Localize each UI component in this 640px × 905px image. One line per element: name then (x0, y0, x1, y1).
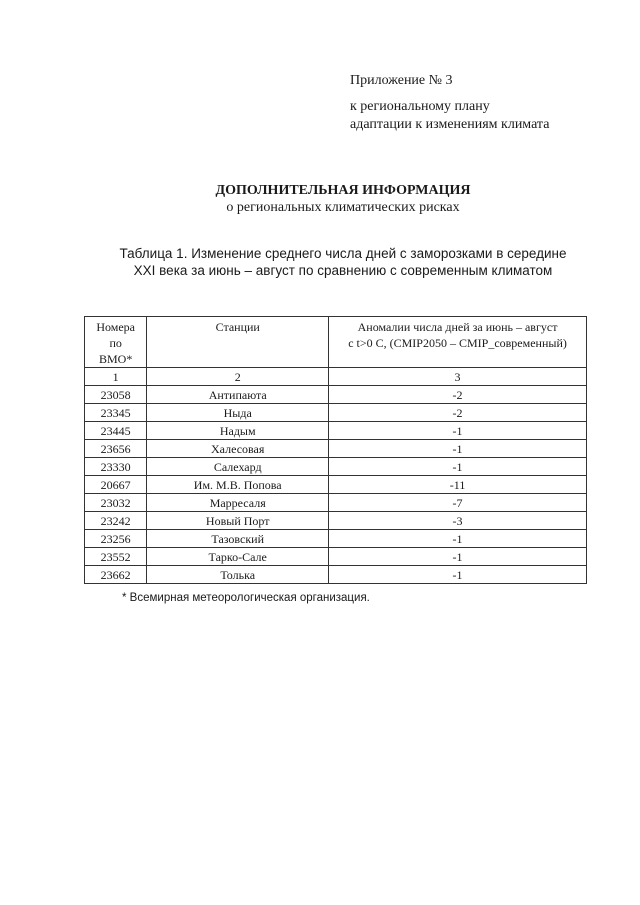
table-header-row (85, 317, 587, 368)
anomaly-cell: -1 (329, 566, 587, 584)
anomaly-cell: -1 (329, 440, 587, 458)
table-row (85, 494, 587, 512)
station-cell: Толька (147, 566, 329, 584)
wmo-number-cell: 20667 (85, 476, 147, 494)
station-cell: Халесовая (147, 440, 329, 458)
table-row (85, 566, 587, 584)
wmo-number-cell: 23552 (85, 548, 147, 566)
anomaly-cell: -2 (329, 404, 587, 422)
table-body (85, 386, 587, 584)
appendix-title: Приложение № 3 (350, 73, 453, 88)
wmo-number-cell: 23656 (85, 440, 147, 458)
footnote: * Всемирная метеорологическая организация. (122, 592, 370, 604)
wmo-number-cell: 23256 (85, 530, 147, 548)
appendix-block (350, 72, 549, 134)
column-number: 3 (329, 368, 587, 386)
wmo-number-cell: 23242 (85, 512, 147, 530)
wmo-number-cell: 23445 (85, 422, 147, 440)
anomaly-cell: -1 (329, 548, 587, 566)
appendix-line-2: адаптации к изменениям климата (350, 117, 550, 132)
table-row (85, 512, 587, 530)
wmo-number-cell: 23032 (85, 494, 147, 512)
station-cell: Салехард (147, 458, 329, 476)
station-cell: Ныда (147, 404, 329, 422)
heading-subtitle: о региональных климатических рисках (226, 200, 460, 215)
wmo-number-cell: 23058 (85, 386, 147, 404)
wmo-number-cell: 23345 (85, 404, 147, 422)
column-number: 2 (147, 368, 329, 386)
wmo-number-cell: 23330 (85, 458, 147, 476)
station-cell: Надым (147, 422, 329, 440)
header-station: Станции (147, 317, 329, 368)
heading-title: ДОПОЛНИТЕЛЬНАЯ ИНФОРМАЦИЯ (215, 183, 471, 198)
station-cell: Марресаля (147, 494, 329, 512)
table-row (85, 440, 587, 458)
station-cell: Антипаюта (147, 386, 329, 404)
anomaly-cell: -3 (329, 512, 587, 530)
anomaly-cell: -2 (329, 386, 587, 404)
table-row (85, 548, 587, 566)
column-number-row (85, 368, 587, 386)
anomaly-cell: -1 (329, 530, 587, 548)
document-heading (0, 182, 640, 216)
anomaly-cell: -11 (329, 476, 587, 494)
table-row (85, 422, 587, 440)
station-cell: Новый Порт (147, 512, 329, 530)
header-anomaly: Аномалии числа дней за июнь – август с t>0 C, (CMIP2050 – CMIP_современный) (329, 317, 587, 368)
header-wmo-number: Номера по ВМО* (85, 317, 147, 368)
caption-line-1: Таблица 1. Изменение среднего числа дней с заморозками в середине (119, 246, 567, 261)
wmo-number-cell: 23662 (85, 566, 147, 584)
station-cell: Тазовский (147, 530, 329, 548)
anomaly-cell: -7 (329, 494, 587, 512)
table-row (85, 386, 587, 404)
table-row (85, 458, 587, 476)
appendix-line-1: к региональному плану (350, 99, 490, 114)
anomaly-cell: -1 (329, 422, 587, 440)
table-row (85, 530, 587, 548)
column-number: 1 (85, 368, 147, 386)
anomaly-cell: -1 (329, 458, 587, 476)
station-cell: Им. М.В. Попова (147, 476, 329, 494)
frost-days-table (84, 316, 587, 584)
station-cell: Тарко-Сале (147, 548, 329, 566)
table-row (85, 476, 587, 494)
table-caption (80, 245, 606, 279)
caption-line-2: XXI века за июнь – август по сравнению с современным климатом (133, 263, 553, 278)
table-row (85, 404, 587, 422)
